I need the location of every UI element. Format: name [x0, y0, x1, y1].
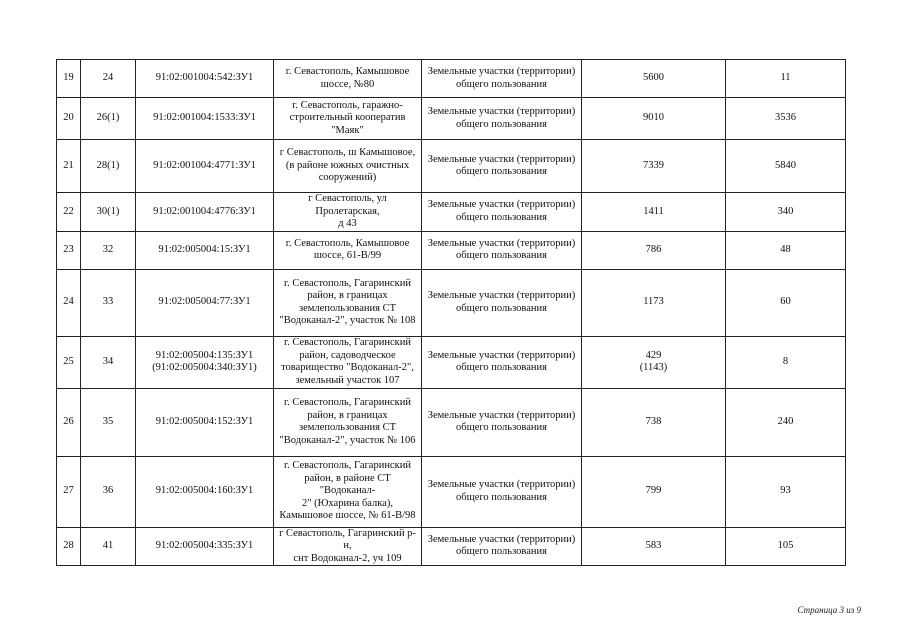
- address-cell-line: шоссе, №80: [320, 78, 375, 90]
- row-number-cell: 23: [57, 231, 81, 269]
- land-category-cell-line: Земельные участки (территории): [427, 66, 576, 77]
- land-category-cell-line: Земельные участки (территории): [427, 533, 576, 545]
- area-cell: [582, 60, 726, 98]
- cadastral-number-cell: [136, 269, 274, 336]
- land-category-cell-line: общего пользования: [456, 78, 547, 90]
- cadastral-number-cell-line: 91:02:005004:335:ЗУ1: [155, 540, 254, 551]
- address-cell: [274, 456, 422, 527]
- address-cell-line: г Севастополь, ш Камышовое,: [279, 147, 416, 159]
- cadastral-number-cell-line: (91:02:005004:340:ЗУ1): [152, 362, 257, 373]
- address-cell: [274, 336, 422, 388]
- item-number-cell: 32: [81, 231, 136, 269]
- address-cell-line: землепользования СТ: [298, 422, 397, 433]
- item-number-cell: 30(1): [81, 193, 136, 232]
- cadastral-number-cell-line: 91:02:005004:152:ЗУ1: [155, 415, 254, 427]
- address-cell-line: (в районе южных очистных: [285, 159, 410, 171]
- address-cell-line: строительный кооператив: [289, 112, 406, 124]
- area-cell: [582, 527, 726, 566]
- table-row: [57, 527, 846, 566]
- address-cell: [274, 269, 422, 336]
- value-cell: 93: [726, 456, 846, 527]
- address-cell-line: район, садоводческое: [299, 349, 396, 361]
- land-category-cell-line: общего пользования: [456, 166, 547, 177]
- land-category-cell-line: общего пользования: [456, 491, 547, 503]
- cadastral-number-cell: [136, 456, 274, 527]
- address-cell-line: "Водоканал-2", участок № 106: [279, 434, 416, 446]
- land-category-cell: [422, 336, 582, 388]
- area-cell: [582, 193, 726, 232]
- land-category-cell-line: общего пользования: [456, 118, 547, 130]
- area-cell-line: 1173: [643, 296, 664, 308]
- area-cell: [582, 231, 726, 269]
- address-cell-line: г. Севастополь, Гагаринский: [284, 397, 411, 408]
- cadastral-number-cell: [136, 336, 274, 388]
- value-cell: 60: [726, 269, 846, 336]
- land-category-cell-line: Земельные участки (территории): [427, 290, 576, 301]
- address-cell: [274, 193, 422, 232]
- table-row: [57, 269, 846, 336]
- area-cell-line: 429: [645, 349, 662, 361]
- land-category-cell: [422, 456, 582, 527]
- cadastral-number-cell-line: 91:02:005004:135:ЗУ1: [155, 349, 254, 361]
- row-number-cell: 20: [57, 98, 81, 140]
- area-cell-line: 7339: [643, 159, 664, 171]
- table-row: [57, 140, 846, 193]
- address-cell-line: 2" (Юхарина балка),: [301, 497, 394, 509]
- cadastral-number-cell-line: 91:02:005004:160:ЗУ1: [155, 485, 254, 497]
- value-cell: 340: [726, 193, 846, 232]
- table-body: [57, 60, 846, 566]
- land-category-cell-line: общего пользования: [456, 211, 547, 223]
- land-category-cell: [422, 60, 582, 98]
- address-cell-line: г. Севастополь, гаражно-: [292, 99, 403, 111]
- area-cell-line: 583: [645, 540, 662, 551]
- cadastral-number-cell: [136, 60, 274, 98]
- address-cell-line: сооружений): [318, 172, 377, 184]
- land-category-cell-line: Земельные участки (территории): [427, 409, 576, 421]
- row-number-cell: 26: [57, 388, 81, 456]
- cadastral-number-cell-line: 91:02:001004:542:ЗУ1: [155, 72, 254, 84]
- area-cell-line: 786: [645, 243, 662, 255]
- land-category-cell-line: общего пользования: [456, 546, 547, 558]
- cadastral-number-cell-line: 91:02:001004:1533:ЗУ1: [153, 112, 256, 124]
- row-number-cell: 19: [57, 60, 81, 98]
- value-cell: 3536: [726, 98, 846, 140]
- table-row: [57, 388, 846, 456]
- area-cell: [582, 140, 726, 193]
- address-cell-line: шоссе, 61-В/99: [313, 250, 382, 261]
- land-category-cell: [422, 388, 582, 456]
- address-cell-line: Камышовое шоссе, № 61-В/98: [279, 510, 416, 522]
- address-cell-line: район, в границах: [307, 409, 388, 421]
- address-cell-line: землепользования СТ: [298, 302, 397, 314]
- land-category-cell: [422, 193, 582, 232]
- address-cell: [274, 140, 422, 193]
- table-row: [57, 231, 846, 269]
- item-number-cell: 34: [81, 336, 136, 388]
- value-cell: 48: [726, 231, 846, 269]
- address-cell: [274, 60, 422, 98]
- cadastral-number-cell-line: 91:02:005004:15:ЗУ1: [158, 243, 251, 255]
- item-number-cell: 36: [81, 456, 136, 527]
- land-category-cell-line: Земельные участки (территории): [427, 153, 576, 165]
- row-number-cell: 27: [57, 456, 81, 527]
- address-cell-line: г. Севастополь, Гагаринский: [284, 460, 411, 472]
- value-cell: 105: [726, 527, 846, 566]
- address-cell-line: г Севастополь, Гагаринский р-н,: [279, 527, 416, 551]
- item-number-cell: 24: [81, 60, 136, 98]
- area-cell-line: 799: [645, 485, 662, 497]
- value-cell: 11: [726, 60, 846, 98]
- table-row: [57, 336, 846, 388]
- land-category-cell: [422, 231, 582, 269]
- row-number-cell: 21: [57, 140, 81, 193]
- area-cell-line: 5600: [643, 72, 664, 84]
- address-cell-line: г. Севастополь, Камышовое: [285, 66, 410, 77]
- area-cell: [582, 269, 726, 336]
- land-category-cell-line: общего пользования: [456, 362, 547, 373]
- item-number-cell: 28(1): [81, 140, 136, 193]
- area-cell: [582, 388, 726, 456]
- area-cell-line: 1411: [643, 205, 664, 217]
- address-cell: [274, 527, 422, 566]
- address-cell-line: земельный участок 107: [295, 374, 400, 386]
- register-table: [56, 59, 846, 566]
- item-number-cell: 26(1): [81, 98, 136, 140]
- area-cell: [582, 456, 726, 527]
- cadastral-number-cell: [136, 193, 274, 232]
- cadastral-number-cell: [136, 98, 274, 140]
- address-cell-line: г Севастополь, ул Пролетарская,: [308, 193, 387, 217]
- table-row: [57, 60, 846, 98]
- area-cell-line: 738: [645, 415, 662, 427]
- land-category-cell: [422, 140, 582, 193]
- area-cell-line: 9010: [643, 112, 664, 124]
- cadastral-number-cell-line: 91:02:001004:4771:ЗУ1: [153, 159, 256, 171]
- table-row: [57, 98, 846, 140]
- area-cell: [582, 98, 726, 140]
- land-category-cell-line: Земельные участки (территории): [427, 237, 576, 249]
- item-number-cell: 33: [81, 269, 136, 336]
- cadastral-number-cell: [136, 388, 274, 456]
- land-category-cell-line: общего пользования: [456, 422, 547, 433]
- land-category-cell: [422, 527, 582, 566]
- cadastral-number-cell: [136, 527, 274, 566]
- land-category-cell-line: Земельные участки (территории): [427, 479, 576, 490]
- land-category-cell-line: Земельные участки (территории): [427, 106, 576, 117]
- land-category-cell-line: общего пользования: [456, 250, 547, 261]
- value-cell: 5840: [726, 140, 846, 193]
- area-cell-line: (1143): [639, 362, 668, 373]
- row-number-cell: 28: [57, 527, 81, 566]
- land-category-cell: [422, 269, 582, 336]
- table-row: [57, 193, 846, 232]
- address-cell-line: г. Севастополь, Гагаринский: [284, 277, 411, 289]
- area-cell: [582, 336, 726, 388]
- item-number-cell: 35: [81, 388, 136, 456]
- address-cell: [274, 388, 422, 456]
- address-cell: [274, 231, 422, 269]
- address-cell-line: район, в границах: [307, 290, 388, 301]
- item-number-cell: 41: [81, 527, 136, 566]
- land-category-cell-line: Земельные участки (территории): [427, 199, 576, 211]
- land-category-cell-line: Земельные участки (территории): [427, 349, 576, 361]
- land-category-cell: [422, 98, 582, 140]
- cadastral-number-cell-line: 91:02:005004:77:ЗУ1: [158, 296, 251, 308]
- address-cell-line: район, в районе СТ "Водоканал-: [304, 472, 391, 497]
- address-cell-line: д 43: [338, 218, 357, 229]
- address-cell-line: г. Севастополь, Камышовое: [285, 237, 410, 249]
- page-footer: Страница 3 из 9: [797, 605, 861, 615]
- cadastral-number-cell: [136, 231, 274, 269]
- address-cell-line: товарищество "Водоканал-2",: [281, 362, 414, 373]
- row-number-cell: 25: [57, 336, 81, 388]
- address-cell-line: "Водоканал-2", участок № 108: [279, 315, 416, 326]
- address-cell-line: снт Водоканал-2, уч 109: [293, 552, 402, 564]
- address-cell-line: "Маяк": [331, 124, 364, 136]
- address-cell-line: г. Севастополь, Гагаринский: [284, 337, 411, 348]
- cadastral-number-cell-line: 91:02:001004:4776:ЗУ1: [153, 205, 256, 217]
- value-cell: 8: [726, 336, 846, 388]
- row-number-cell: 22: [57, 193, 81, 232]
- address-cell: [274, 98, 422, 140]
- value-cell: 240: [726, 388, 846, 456]
- row-number-cell: 24: [57, 269, 81, 336]
- land-category-cell-line: общего пользования: [456, 302, 547, 314]
- cadastral-number-cell: [136, 140, 274, 193]
- table-row: [57, 456, 846, 527]
